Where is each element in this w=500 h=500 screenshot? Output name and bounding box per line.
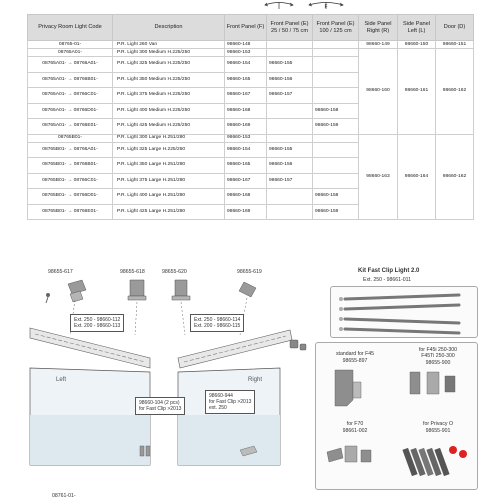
col-header-front-e-large: Front Panel (E) 100 / 125 cm: [313, 15, 359, 41]
part-code: 98655-901: [425, 428, 451, 434]
cell-code: 08765B01- → 08766B01-: [28, 158, 113, 174]
cell-front-e-large: [313, 158, 359, 174]
table-row: [28, 41, 474, 49]
cell-description: P.R. Light 260 Van: [113, 41, 225, 49]
cell-front-f: 98660-169: [225, 119, 267, 135]
cell-code: 08765A01- → 08766E01-: [28, 119, 113, 135]
cell-front-e-large: [313, 49, 359, 57]
cell-code: 08765A01- → 08766B01-: [28, 72, 113, 88]
col-header-front-e-small: Front Panel (E) 25 / 50 / 75 cm: [267, 15, 313, 41]
part-code-label: 98655-618: [120, 269, 145, 275]
screw-icon: [46, 293, 50, 297]
cell-front-e-large: 98660-158: [313, 103, 359, 119]
right-extension-codes: Ext. 250 - 98660-114 Ext. 200 - 98660-115: [190, 314, 244, 332]
part-title: for Privacy O: [423, 421, 453, 427]
cell-code: 08765-01-: [28, 41, 113, 49]
cell-front-f: 98660-167: [225, 88, 267, 104]
cell-front-f: 98660-169: [225, 204, 267, 220]
header-icons: [0, 0, 500, 12]
cell-side-left: 98660-164: [398, 134, 436, 220]
cell-front-f: 98660-153: [225, 134, 267, 142]
cell-description: P.R. Light 425 Large H.251/280: [113, 204, 225, 220]
part-code: 98655-900: [425, 360, 451, 366]
kit-code: Ext. 250 - 98661-011: [363, 277, 412, 283]
part-title: for F70: [346, 421, 364, 427]
cell-front-e-small: [267, 134, 313, 142]
cell-front-e-small: 98660-155: [267, 57, 313, 73]
cell-front-e-large: 98660-159: [313, 204, 359, 220]
cell-description: P.R. Light 400 Medium H.225/250: [113, 103, 225, 119]
assembly-illustration: [0, 240, 500, 500]
part-code-label: 98655-617: [48, 269, 73, 275]
cell-front-f: 98660-167: [225, 173, 267, 189]
cell-description: P.R. Light 400 Large H.251/280: [113, 189, 225, 205]
clip-part-box: 98660-104 (2 pcs) for Fast Clip >2013: [135, 397, 185, 415]
svg-text:F: F: [324, 4, 328, 9]
cell-front-e-large: 98660-159: [313, 119, 359, 135]
cell-front-e-large: [313, 57, 359, 73]
cell-front-e-small: [267, 204, 313, 220]
cell-side-left: 98660-161: [398, 49, 436, 135]
cell-description: P.R. Light 325 Large H.225/250: [113, 142, 225, 158]
cell-front-e-large: [313, 173, 359, 189]
cell-code: 08765B01- → 08766A01-: [28, 142, 113, 158]
cell-description: P.R. Light 300 Medium H.225/250: [113, 49, 225, 57]
kit-frame: [330, 286, 478, 338]
front-panel-e-large-icon: [308, 0, 344, 10]
cell-side-right: 98660-160: [359, 49, 398, 135]
cell-code: 08765A01-: [28, 49, 113, 57]
cell-front-f: 98660-168: [225, 189, 267, 205]
kit-title: Kit Fast Clip Light 2.0: [358, 268, 420, 274]
cell-description: P.R. Light 350 Medium H.225/250: [113, 72, 225, 88]
cell-description: P.R. Light 375 Large H.251/280: [113, 173, 225, 189]
part-code-label: 98655-620: [162, 269, 187, 275]
cell-description: P.R. Light 325 Medium H.225/250: [113, 57, 225, 73]
cell-front-e-large: [313, 72, 359, 88]
cell-code: 08765B01- → 08766D01-: [28, 189, 113, 205]
cell-door: 98660-151: [436, 41, 474, 49]
cell-front-e-small: [267, 119, 313, 135]
col-header-code: Privacy Room Light Code: [28, 15, 113, 41]
cell-door: 98660-162: [436, 49, 474, 135]
cell-side-right: 98660-163: [359, 134, 398, 220]
col-header-front-f: Front Panel (F): [225, 15, 267, 41]
cell-front-e-small: 98660-155: [267, 142, 313, 158]
cell-front-e-small: 98660-157: [267, 88, 313, 104]
part-code: 98655-897: [342, 358, 368, 364]
col-header-door: Door (D): [436, 15, 474, 41]
cell-front-f: 98660-165: [225, 72, 267, 88]
cell-front-e-large: [313, 134, 359, 142]
cell-front-e-large: 98660-158: [313, 189, 359, 205]
cell-front-e-large: [313, 88, 359, 104]
right-side-label: Right: [248, 377, 263, 383]
table-row: [28, 134, 474, 142]
cell-front-e-small: 98660-156: [267, 72, 313, 88]
cell-code: 08765B01-: [28, 134, 113, 142]
cell-side-left: 98660-150: [398, 41, 436, 49]
cell-front-e-small: [267, 103, 313, 119]
cell-code: 08765A01- → 08766A01-: [28, 57, 113, 73]
spec-table: [27, 14, 474, 220]
part-title: standard for F45: [335, 351, 375, 357]
cell-front-f: 98660-165: [225, 158, 267, 174]
cell-front-e-small: [267, 41, 313, 49]
footer-code: 08761-01-: [52, 493, 76, 499]
cell-front-e-small: 98660-156: [267, 158, 313, 174]
col-header-side-left: Side Panel Left (L): [398, 15, 436, 41]
parts-drawing: [315, 342, 478, 490]
cell-side-right: 98660-149: [359, 41, 398, 49]
cell-description: P.R. Light 375 Medium H.225/250: [113, 88, 225, 104]
cell-front-e-small: 98660-157: [267, 173, 313, 189]
col-header-side-right: Side Panel Right (R): [359, 15, 398, 41]
cell-front-e-small: [267, 49, 313, 57]
cell-front-f: 98660-153: [225, 49, 267, 57]
col-header-description: Description: [113, 15, 225, 41]
part-code: 98661-002: [342, 428, 368, 434]
table-header-row: [28, 15, 474, 41]
cell-door: 98660-162: [436, 134, 474, 220]
cell-front-e-small: [267, 189, 313, 205]
cell-code: 08765B01- → 08766C01-: [28, 173, 113, 189]
cell-code: 08765A01- → 08766C01-: [28, 88, 113, 104]
part-title: for F45i 250-300 F45Ti 250-300: [418, 347, 458, 359]
cell-front-e-large: [313, 142, 359, 158]
clip-944-box: 98660-944 for Fast Clip >2013 ext. 250: [205, 390, 255, 414]
cell-front-e-large: [313, 41, 359, 49]
left-side-label: Left: [56, 377, 67, 383]
cell-front-f: 98660-148: [225, 41, 267, 49]
cell-description: P.R. Light 350 Large H.251/280: [113, 158, 225, 174]
table-row: [28, 49, 474, 57]
cell-code: 08765B01- → 08766E01-: [28, 204, 113, 220]
cell-front-f: 98660-154: [225, 142, 267, 158]
left-extension-codes: Ext. 250 - 98660-112 Ext. 200 - 98660-113: [70, 314, 124, 332]
part-code-label: 98655-619: [237, 269, 262, 275]
cell-description: P.R. Light 425 Medium H.225/250: [113, 119, 225, 135]
cell-front-f: 98660-168: [225, 103, 267, 119]
kit-rails-icon: [331, 287, 479, 339]
cell-description: P.R. Light 300 Large H.251/280: [113, 134, 225, 142]
front-panel-e-icon: [264, 0, 294, 10]
cell-front-f: 98660-154: [225, 57, 267, 73]
cell-code: 08765A01- → 08766D01-: [28, 103, 113, 119]
